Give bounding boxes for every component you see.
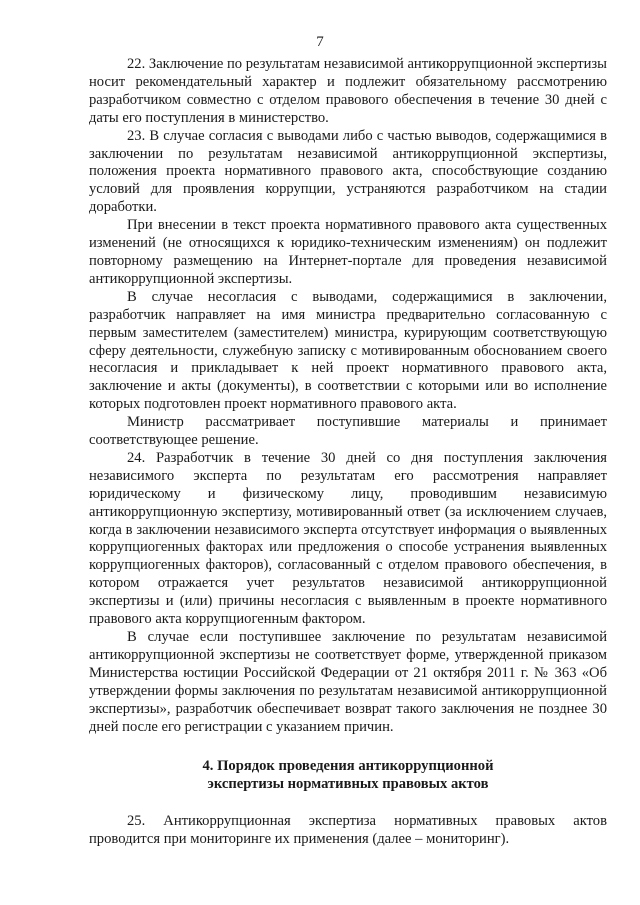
page-number: 7 xyxy=(316,34,324,50)
section-heading-line-2: экспертизы нормативных правовых актов xyxy=(207,776,489,793)
document-body xyxy=(89,56,607,849)
section-heading xyxy=(89,757,607,793)
paragraph-24: 24. Разработчик в течение 30 дней со дня поступления заключения независимого эксперта по результатам его рассмотрения направляет юридическому и физическому лицу, проводившим независимую антикоррупционную экспертизу, мотивированный ответ (за исключением случаев, когда в заключении независимого эксперта отсутствует информация о выявленных коррупциогенных факторах или предложения о способе устранения выявленных коррупциогенных факторов), согласованный с отделом правового обеспечения, в котором отражается учет результатов независимой антикоррупционной экспертизы и (или) причины несогласия с выявленным в проекте нормативного правового акта коррупциогенным фактором. xyxy=(89,449,607,628)
paragraph-23-minister-decision: Министр рассматривает поступившие материалы и принимает соответствующее решение. xyxy=(89,414,607,449)
paragraph-23: 23. В случае согласия с выводами либо с частью выводов, содержащимися в заключении по результатам независимой антикоррупционной экспертизы, положения проекта нормативного правового акта, способствующие созданию условий для проявления коррупции, устраняются разработчиком на стадии доработки. xyxy=(89,127,607,216)
section-heading-line-1: 4. Порядок проведения антикоррупционной xyxy=(202,758,494,775)
paragraph-23-disagreement: В случае несогласия с выводами, содержащимися в заключении, разработчик направляет на имя министра предварительно согласованную с первым заместителем (заместителем) министра, курирующим соответствующую сферу деятельности, служебную записку с мотивированным обоснованием своего несогласия и прикладывает к ней проект нормативного правового акта, заключение и акты (документы), в соответствии с которыми или во исполнение которых подготовлен проект нормативного правового акта. xyxy=(89,288,607,413)
paragraph-24-return: В случае если поступившее заключение по результатам независимой антикоррупционной экспертизы не соответствует форме, утвержденной приказом Министерства юстиции Российской Федерации от 21 октября 2011 г. № 363 «Об утверждении формы заключения по результатам независимой антикоррупционной экспертизы», разработчик обеспечивает возврат такого заключения не позднее 30 дней после его регистрации с указанием причин. xyxy=(89,629,607,735)
paragraph-22: 22. Заключение по результатам независимой антикоррупционной экспертизы носит рекомендательный характер и подлежит обязательному рассмотрению разработчиком совместно с отделом правового обеспечения в течение 30 дней с даты его поступления в министерство. xyxy=(89,56,607,126)
paragraph-25: 25. Антикоррупционная экспертиза нормативных правовых актов проводится при мониторинге их применения (далее – мониторинг). xyxy=(89,813,607,848)
paragraph-23-significant-changes: При внесении в текст проекта нормативного правового акта существенных изменений (не относящихся к юридико-техническим изменениям) он подлежит повторному размещению на Интернет-портале для проведения независимой антикоррупционной экспертизы. xyxy=(89,217,607,287)
